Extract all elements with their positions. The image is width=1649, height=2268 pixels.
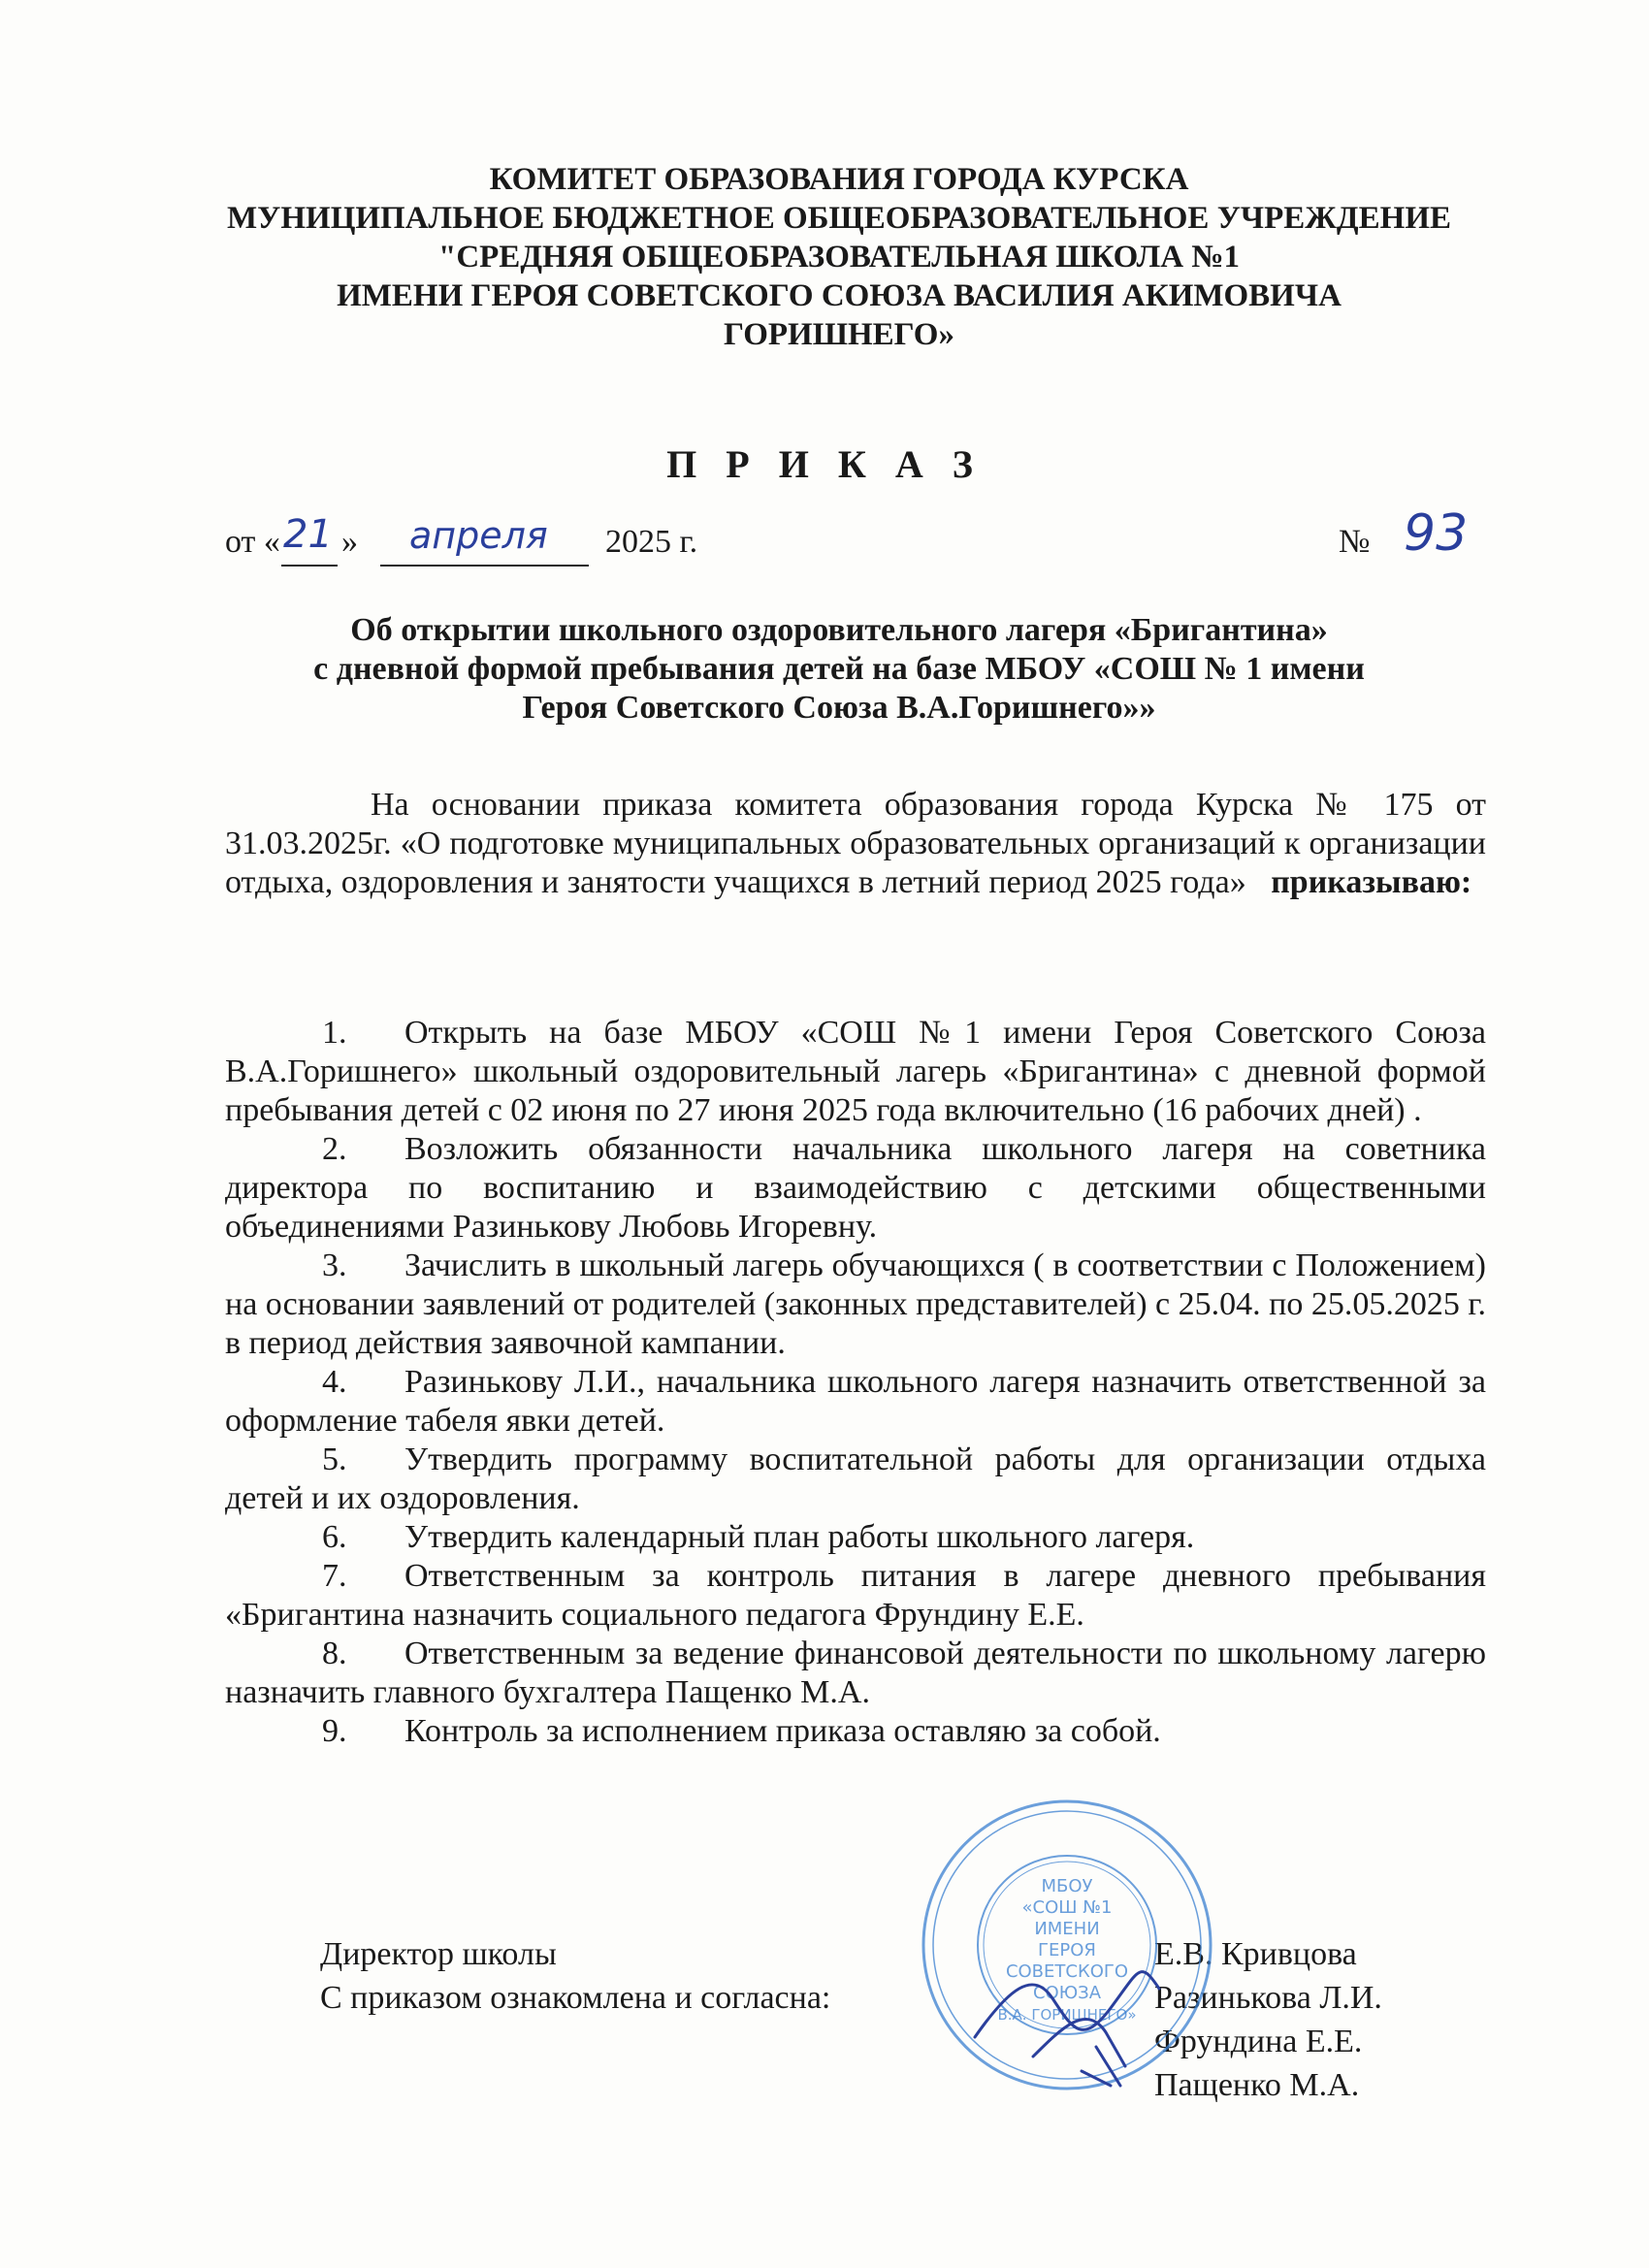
day-underline [281,565,338,567]
order-item [225,1247,1486,1363]
date-year: 2025 г. [605,524,698,560]
stamp-text: СОЮЗА [1032,1983,1102,2003]
stamp-text: «СОШ №1 [1021,1897,1113,1918]
stamp-text: СОВЕТСКОГО [1005,1961,1129,1982]
header-line: "СРЕДНЯЯ ОБЩЕОБРАЗОВАТЕЛЬНАЯ ШКОЛА №1 [438,240,1240,275]
order-title [233,611,1445,728]
header-line: ГОРИШНЕГО» [724,317,954,352]
intro-text: На основании приказа комитета образования города Курска № 175 от 31.03.2025г. «О подготовке муниципальных образовательных организаций к организации отдыха, оздоровления и занятости учащихся в летний период 2025 года» [225,787,1486,900]
item-text: Открыть на базе МБОУ «СОШ №1 имени Героя Советского Союза В.А.Горишнего» школьный оздоровительный лагерь «Бригантина» с дневной формой пребывания детей с 02 июня по 27 июня 2025 года включительно (16 рабочих дней) . [225,1015,1486,1128]
item-text: Разинькову Л.И., начальника школьного лагеря назначить ответственной за оформление табеля явки детей. [225,1364,1486,1439]
date-line [225,504,1486,574]
order-item [225,1518,1486,1557]
item-text: Зачислить в школьный лагерь обучающихся ( в соответствии с Положением) на основании заявлений от родителей (законных представителей) с 25.04. по 25.05.2025 г. в период действия заявочной кампании. [225,1247,1486,1361]
date-day-handwritten: 21 [283,512,333,557]
order-item [225,1363,1486,1441]
item-number: 8. [322,1636,347,1671]
date-month-handwritten: апреля [409,514,548,557]
order-item [225,1130,1486,1247]
item-number: 9. [322,1713,347,1749]
order-items [225,1014,1486,1751]
header-line: ИМЕНИ ГЕРОЯ СОВЕТСКОГО СОЮЗА ВАСИЛИЯ АКИМОВИЧА [337,278,1342,313]
ack-row [320,1979,1484,2018]
item-text: Ответственным за контроль питания в лагере дневного пребывания «Бригантина назначить социального педагога Фрундину Е.Е. [225,1558,1486,1633]
ack-name: Разинькова Л.И. [1154,1980,1382,2016]
number-label: № [1339,524,1371,560]
intro-paragraph [225,786,1486,902]
document-header [194,160,1484,354]
order-item [225,1014,1486,1130]
item-number: 4. [322,1364,347,1400]
header-line: КОМИТЕТ ОБРАЗОВАНИЯ ГОРОДА КУРСКА [489,162,1189,197]
ack-name: Пащенко М.А. [1154,2067,1360,2103]
stamp-text: МБОУ [1041,1876,1093,1896]
item-number: 6. [322,1519,347,1555]
item-number: 2. [322,1131,347,1167]
stamp-text: ГЕРОЯ [1038,1940,1096,1960]
item-text: Утвердить программу воспитательной работы для организации отдыха детей и их оздоровления. [225,1442,1486,1516]
order-item [225,1635,1486,1712]
item-number: 1. [322,1015,347,1051]
date-close-quote: » [341,524,358,560]
order-item [225,1712,1486,1751]
order-number-handwritten: 93 [1404,504,1469,563]
document-type: П Р И К А З [666,442,983,486]
date-prefix: от « [225,524,280,560]
item-number: 5. [322,1442,347,1477]
title-line: Об открытии школьного оздоровительного лагеря «Бригантина» [350,612,1328,648]
ack-name: Фрундина Е.Е. [1154,2024,1363,2059]
item-number: 3. [322,1247,347,1283]
item-text: Контроль за исполнением приказа оставляю за собой. [404,1713,1161,1749]
director-signature-row [320,1935,1484,1974]
stamp-text: ИМЕНИ [1034,1919,1100,1939]
item-text: Возложить обязанности начальника школьного лагеря на советника директора по воспитанию и взаимодействию с детскими общественными объединениями Разинькову Любовь Игоревну. [225,1131,1486,1245]
order-item [225,1441,1486,1518]
stamp-text: В.А. ГОРИШНЕГО» [997,2006,1137,2024]
intro-command: приказываю: [1271,864,1472,900]
item-number: 7. [322,1558,347,1594]
ack-label: С приказом ознакомлена и согласна: [320,1980,831,2016]
director-name: Е.В. Кривцова [1154,1936,1357,1972]
item-text: Утвердить календарный план работы школьного лагеря. [404,1519,1195,1555]
order-item [225,1557,1486,1635]
month-underline [380,565,589,567]
title-line: с дневной формой пребывания детей на базе МБОУ «СОШ № 1 имени [313,651,1365,687]
item-text: Ответственным за ведение финансовой деятельности по школьному лагерю назначить главного бухгалтера Пащенко М.А. [225,1636,1486,1710]
header-line: МУНИЦИПАЛЬНОЕ БЮДЖЕТНОЕ ОБЩЕОБРАЗОВАТЕЛЬНОЕ УЧРЕЖДЕНИЕ [227,201,1451,236]
director-label: Директор школы [320,1936,557,1972]
title-line: Героя Советского Союза В.А.Горишнего»» [522,690,1156,726]
school-seal-stamp [917,1795,1217,2095]
